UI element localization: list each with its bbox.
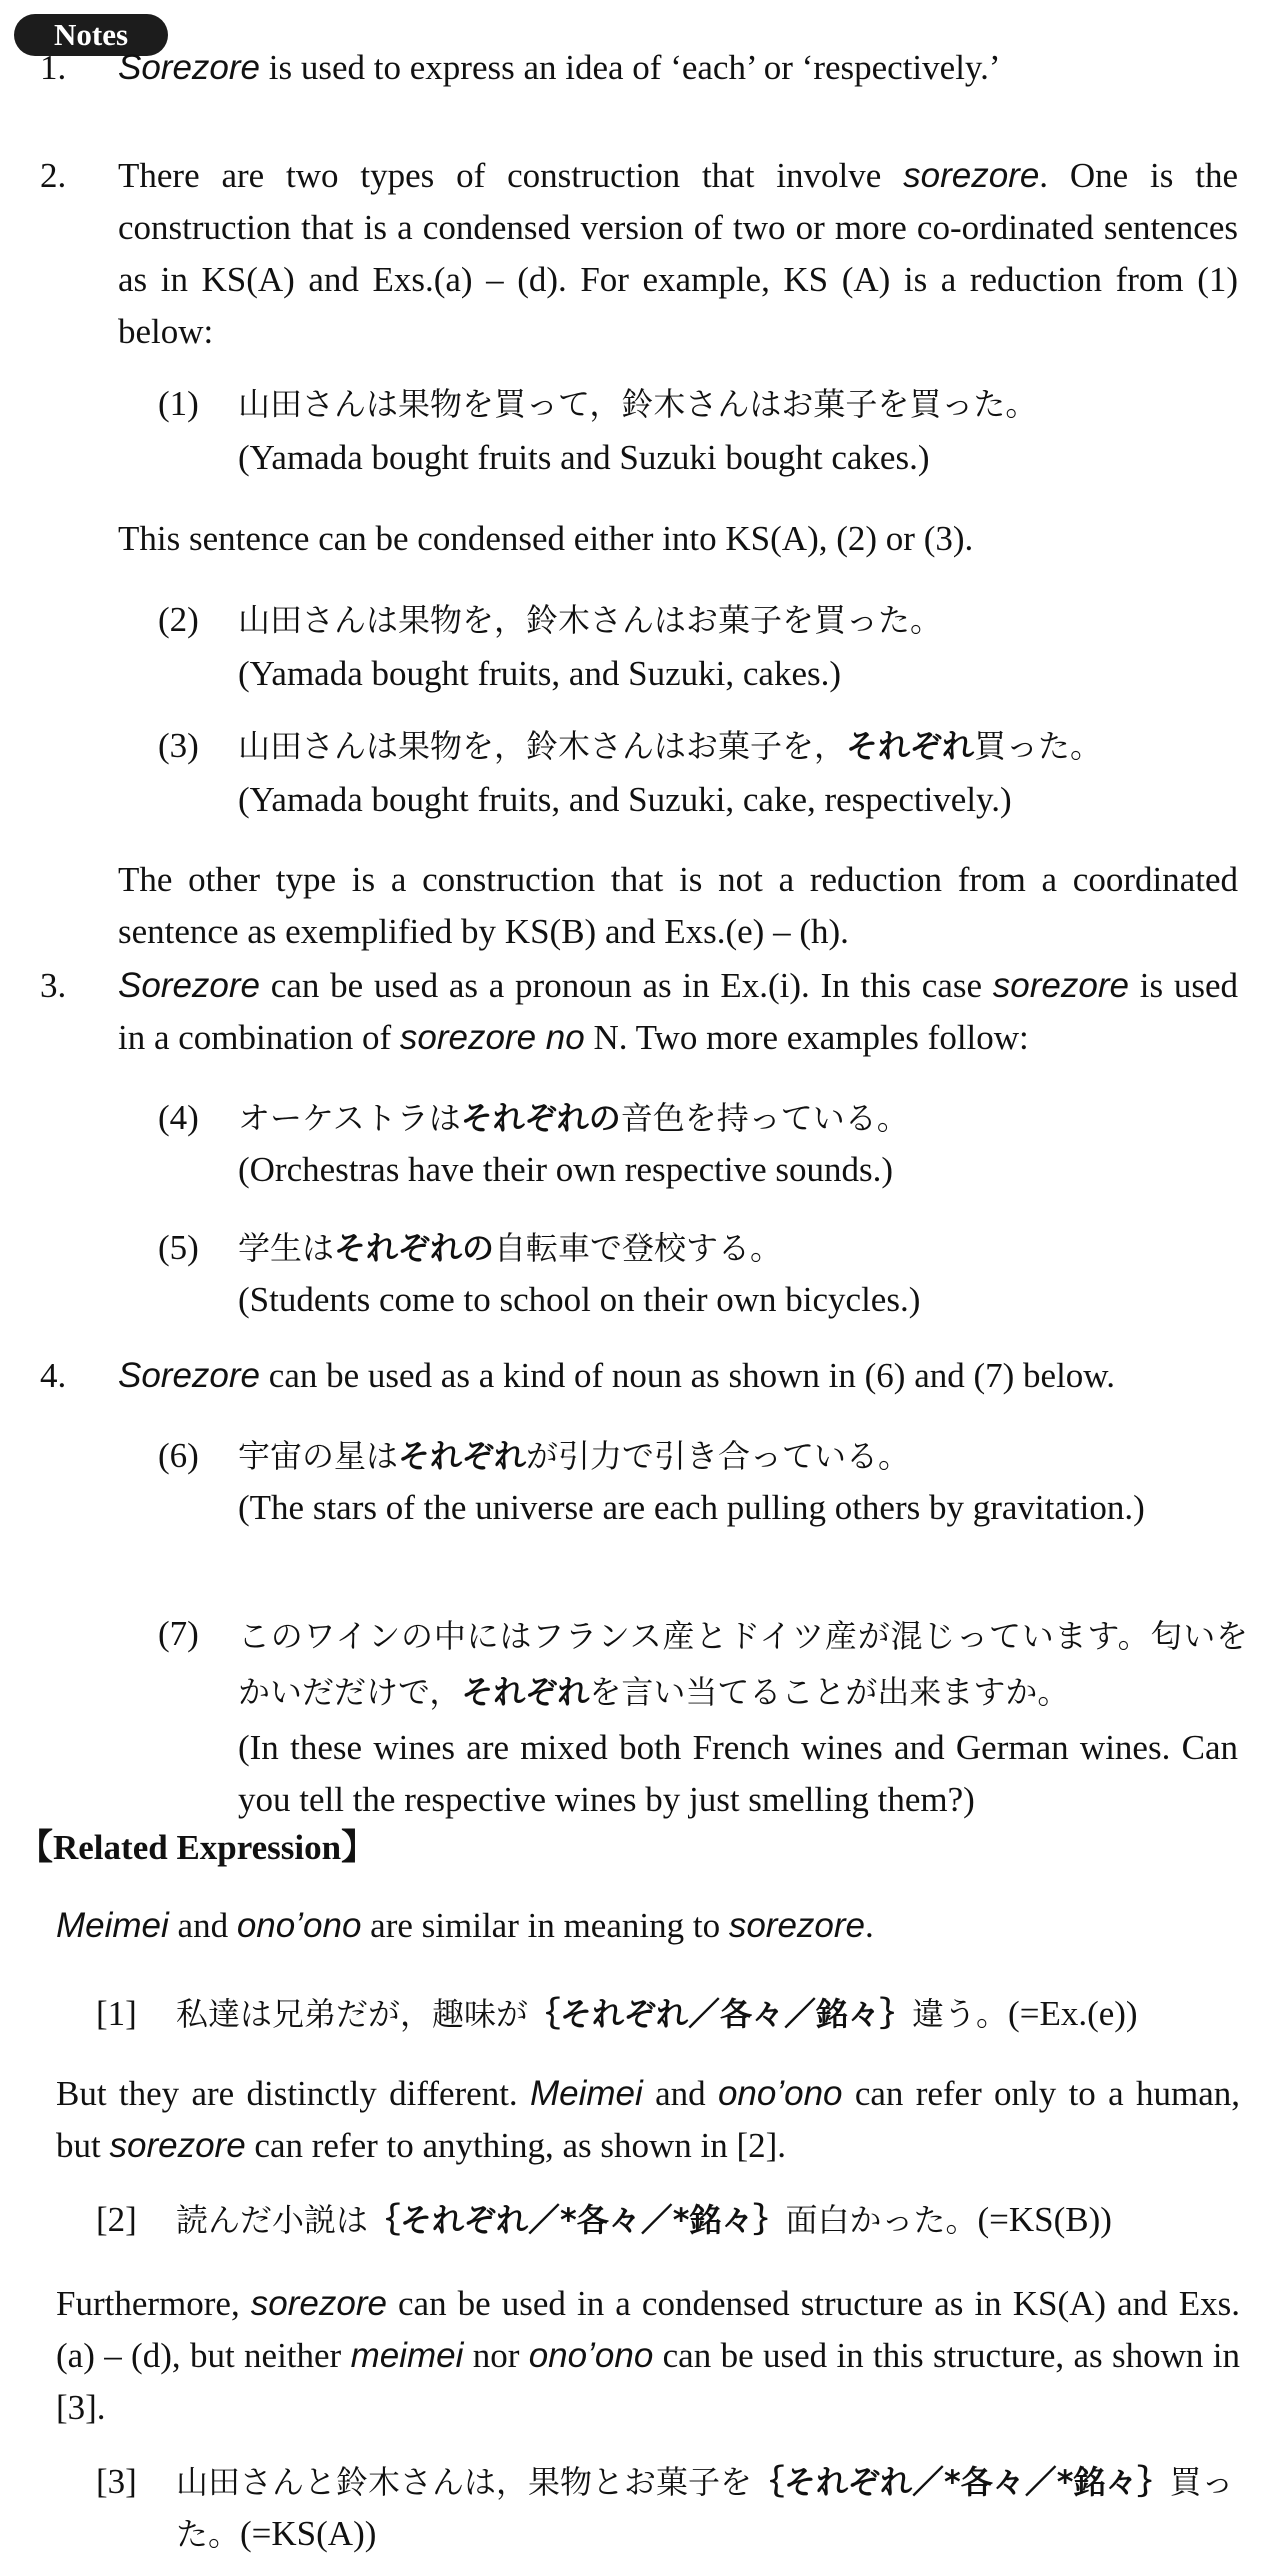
text: 買った。	[974, 727, 1103, 765]
text: が引力で引き合っている。	[526, 1437, 911, 1475]
text: can be used in this structure, as shown in [3].	[56, 2336, 1240, 2427]
note-number: 4.	[40, 1356, 67, 1395]
note-number: 2.	[40, 156, 67, 195]
term: sorezore	[903, 156, 1040, 195]
emphasis: ｛それぞれ／*各々／*銘々｝	[368, 2201, 786, 2239]
example-japanese	[238, 1092, 909, 1144]
example-translation: (The stars of the universe are each pulling others by gravitation.)	[238, 1488, 1145, 1527]
text: 学生は	[238, 1229, 335, 1267]
term: ono’ono	[236, 1906, 362, 1945]
example-number: (6)	[158, 1436, 199, 1475]
example-number: (2)	[158, 600, 199, 639]
example-translation: (Students come to school on their own bicycles.)	[238, 1280, 921, 1319]
example-number: (5)	[158, 1228, 199, 1267]
text: Furthermore,	[56, 2284, 251, 2323]
text: 山田さんは果物を，鈴木さんはお菓子を，	[238, 727, 847, 765]
reference-number: [3]	[96, 2462, 137, 2501]
text: 山田さんと鈴木さんは，果物とお菓子を	[176, 2463, 753, 2501]
term: ono’ono	[528, 2336, 654, 2375]
text: 音色を持っている。	[620, 1099, 909, 1137]
text: を言い当てることが出来ますか。	[589, 1673, 1070, 1711]
emphasis: ｛それぞれ／各々／銘々｝	[528, 1995, 913, 2033]
note-3-paragraph	[118, 960, 1238, 1064]
cross-reference: (=KS(B))	[977, 2200, 1112, 2239]
text: オーケストラは	[238, 1099, 461, 1137]
emphasis: それぞれの	[334, 1229, 495, 1267]
note-number: 3.	[40, 966, 67, 1005]
related-paragraph-1	[56, 1900, 874, 1952]
example-japanese	[238, 1222, 782, 1274]
term: sorezore	[992, 966, 1129, 1005]
related-paragraph-2	[56, 2068, 1240, 2172]
note-2-paragraph-2: This sentence can be condensed either into KS(A), (2) or (3).	[118, 519, 974, 558]
example-japanese: 山田さんは果物を買って，鈴木さんはお菓子を買った。	[238, 385, 1038, 423]
term: sorezore	[250, 2284, 387, 2323]
term: Sorezore	[118, 966, 261, 1005]
text: nor	[463, 2336, 529, 2375]
emphasis: それぞれ	[461, 1673, 590, 1711]
text: 読んだ小説は	[176, 2201, 369, 2239]
term: Sorezore	[118, 48, 261, 87]
term: Meimei	[529, 2074, 643, 2113]
term: sorezore	[728, 1906, 865, 1945]
text: and	[168, 1906, 237, 1945]
text: 宇宙の星は	[238, 1437, 399, 1475]
text: There are two types of construction that involve	[118, 156, 904, 195]
reference-number: [2]	[96, 2200, 137, 2239]
emphasis: それぞれ	[398, 1437, 527, 1475]
section-heading: 【Related Expression】	[18, 1828, 377, 1867]
example-number: (1)	[158, 384, 199, 423]
reference-example	[176, 1988, 1138, 2040]
note-number: 1.	[40, 48, 67, 87]
note-2-paragraph	[118, 150, 1238, 358]
text: can refer only to a human, but	[56, 2074, 1240, 2165]
example-number: (4)	[158, 1098, 199, 1137]
example-translation: (In these wines are mixed both French wines and German wines. Can you tell the respective wines by just smelling them?)	[238, 1728, 1238, 1819]
text: 私達は兄弟だが，趣味が	[176, 1995, 529, 2033]
text: are similar in meaning to	[361, 1906, 729, 1945]
text: But they are distinctly different.	[56, 2074, 530, 2113]
term: sorezore	[109, 2126, 246, 2165]
text: 面白かった。	[785, 2201, 978, 2239]
emphasis: ｛それぞれ／*各々／*銘々｝	[752, 2463, 1170, 2501]
related-paragraph-3	[56, 2278, 1240, 2434]
term: meimei	[350, 2336, 464, 2375]
note-1-text	[118, 42, 1238, 94]
note-4-paragraph	[118, 1350, 1248, 1402]
example-translation: (Yamada bought fruits, and Suzuki, cake, respectively.)	[238, 780, 1012, 819]
emphasis: それぞれの	[460, 1099, 621, 1137]
example-translation: (Orchestras have their own respective sounds.)	[238, 1150, 894, 1189]
notes-badge: Notes	[14, 14, 168, 56]
text: 自転車で登校する。	[494, 1229, 783, 1267]
text: .	[865, 1906, 874, 1945]
reference-example	[176, 2194, 1112, 2246]
example-japanese: 山田さんは果物を，鈴木さんはお菓子を買った。	[238, 601, 943, 639]
cross-reference: (=KS(A))	[240, 2514, 377, 2553]
emphasis: それぞれ	[846, 727, 975, 765]
example-number: (3)	[158, 726, 199, 765]
example-japanese	[238, 1430, 910, 1482]
text: is used to express an idea of ‘each’ or ‘respectively.’	[260, 48, 1001, 87]
text: . One is the construction that is a condensed version of two or more co-ordinated sentences as in KS(A) and Exs.(a) – (d). For example, KS (A) is a reduction from (1) below:	[118, 156, 1238, 351]
text: 買った。	[176, 2463, 1234, 2553]
term: ono’ono	[717, 2074, 843, 2113]
text: 違う。	[912, 1995, 1009, 2033]
text: is used in a combination of	[118, 966, 1238, 1057]
note-2-paragraph-3: The other type is a construction that is not a reduction from a coordinated sentence as exemplified by KS(B) and Exs.(e) – (h).	[118, 860, 1238, 951]
text: can be used as a kind of noun as shown in (6) and (7) below.	[260, 1356, 1116, 1395]
text: can refer to anything, as shown in [2].	[245, 2126, 787, 2165]
reference-number: [1]	[96, 1994, 137, 2033]
example-japanese	[238, 1608, 1248, 1720]
example-translation: (Yamada bought fruits and Suzuki bought cakes.)	[238, 438, 930, 477]
term: Meimei	[56, 1906, 169, 1945]
text: このワインの中にはフランス産とドイツ産が混じっています。匂いをかいだだけで，	[238, 1617, 1249, 1711]
reference-example	[176, 2456, 1246, 2560]
term: sorezore no	[399, 1018, 585, 1057]
example-translation: (Yamada bought fruits, and Suzuki, cakes.)	[238, 654, 841, 693]
text: can be used in a condensed structure as in KS(A) and Exs.(a) – (d), but neither	[56, 2284, 1241, 2375]
text: can be used as a pronoun as in Ex.(i). In this case	[260, 966, 993, 1005]
text: N. Two more examples follow:	[584, 1018, 1029, 1057]
text: and	[642, 2074, 718, 2113]
term: Sorezore	[118, 1356, 261, 1395]
example-japanese	[238, 720, 1102, 772]
example-number: (7)	[158, 1614, 199, 1653]
cross-reference: (=Ex.(e))	[1008, 1994, 1138, 2033]
